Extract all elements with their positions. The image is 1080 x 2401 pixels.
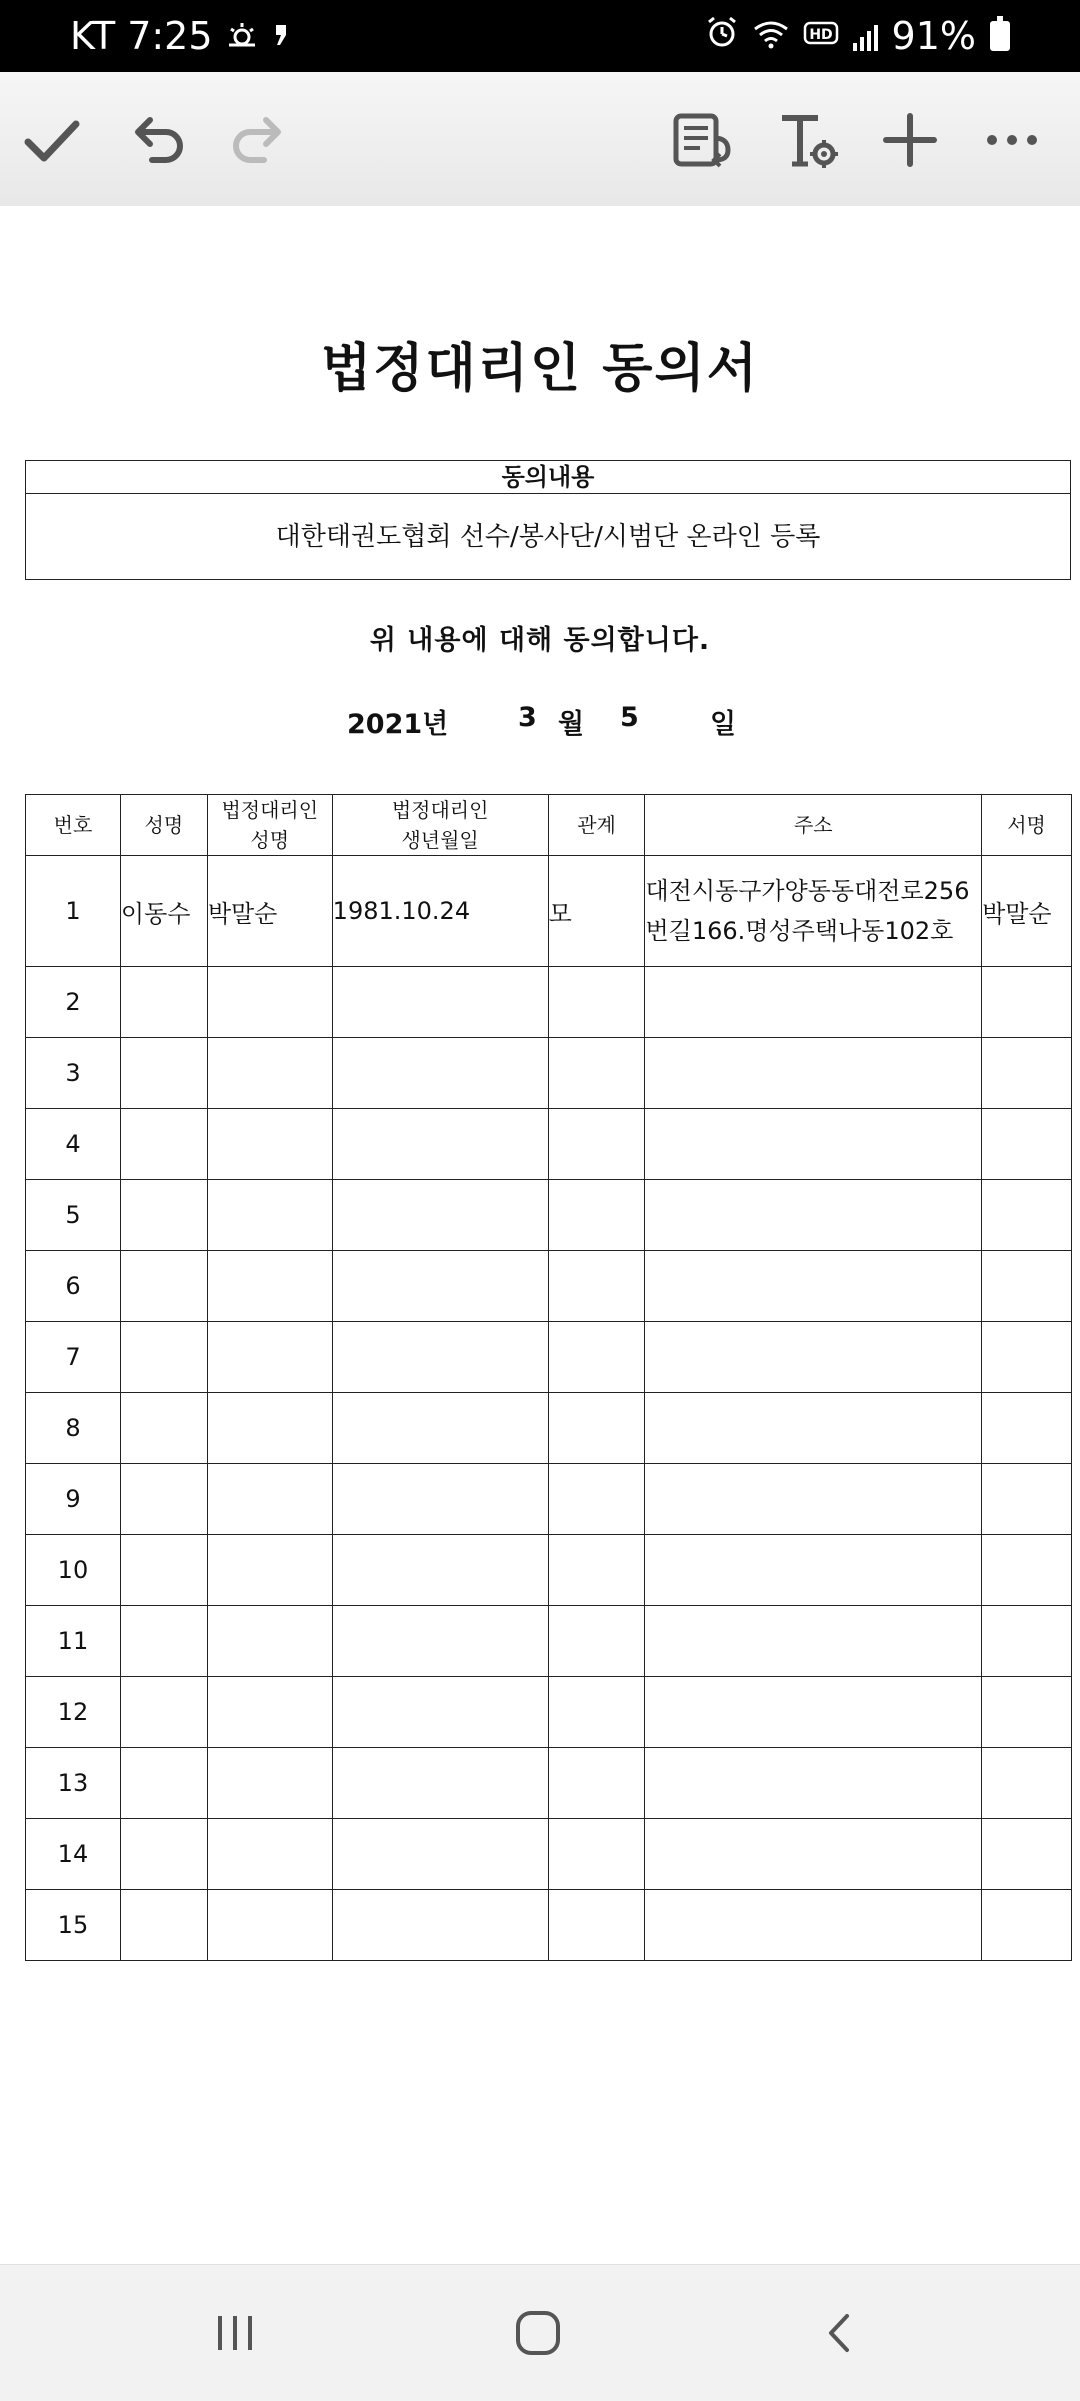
cell-number: 13: [26, 1748, 121, 1819]
cell-name: [120, 1677, 207, 1748]
cell-guardian-birth: [332, 1535, 548, 1606]
table-row: [26, 1109, 1072, 1180]
table-row: [26, 1322, 1072, 1393]
cell-guardian-birth: [332, 1464, 548, 1535]
cell-address: [645, 1819, 982, 1890]
cell-signature: [982, 1393, 1072, 1464]
cell-signature: [982, 1109, 1072, 1180]
text-format-icon[interactable]: [770, 102, 846, 178]
cell-relation: [548, 1180, 645, 1251]
editor-toolbar: [0, 72, 1080, 208]
cell-relation: [548, 1890, 645, 1961]
reflow-icon[interactable]: [664, 102, 740, 178]
cell-guardian-birth: [332, 1109, 548, 1180]
cell-relation: [548, 1393, 645, 1464]
table-row: [26, 1890, 1072, 1961]
cell-guardian-birth: [332, 1819, 548, 1890]
cell-number: 2: [26, 967, 121, 1038]
cell-number: 8: [26, 1393, 121, 1464]
cell-name: [120, 1535, 207, 1606]
cell-address: [645, 1748, 982, 1819]
cell-address: [645, 1322, 982, 1393]
cell-number: 4: [26, 1109, 121, 1180]
cell-relation: [548, 1677, 645, 1748]
cell-number: 6: [26, 1251, 121, 1322]
check-icon[interactable]: [14, 102, 90, 178]
cell-guardian-birth: [332, 1606, 548, 1677]
cell-guardian-name: [207, 1322, 332, 1393]
more-icon[interactable]: [974, 102, 1050, 178]
cell-signature: [982, 1251, 1072, 1322]
cell-relation: [548, 1038, 645, 1109]
cell-relation: [548, 1109, 645, 1180]
table-row: [26, 1535, 1072, 1606]
cell-address: [645, 1677, 982, 1748]
table-row: [26, 1251, 1072, 1322]
cell-signature: [982, 1606, 1072, 1677]
cell-relation: [548, 967, 645, 1038]
table-row: [26, 856, 1072, 967]
cell-address: [645, 1464, 982, 1535]
header-guardian-birth-line1: 법정대리인: [391, 798, 489, 822]
header-guardian-birth-line2: 생년월일: [401, 828, 479, 852]
hd-icon: [803, 14, 839, 58]
header-guardian-name-line1: 법정대리인: [221, 798, 319, 822]
cell-guardian-name: [207, 1464, 332, 1535]
status-bar-left: [70, 14, 291, 58]
cell-relation: [548, 1535, 645, 1606]
cell-signature: [982, 967, 1072, 1038]
table-body: [26, 856, 1072, 1961]
cell-guardian-birth: [332, 967, 548, 1038]
cell-name: 이동수: [120, 856, 207, 967]
cell-address: [645, 967, 982, 1038]
cell-number: 3: [26, 1038, 121, 1109]
cell-name: [120, 1038, 207, 1109]
cell-address: [645, 1109, 982, 1180]
cell-guardian-birth: [332, 1038, 548, 1109]
cell-guardian-name: [207, 1251, 332, 1322]
cell-address: 대전시동구가양동동대전로256번길166.명성주택나동102호: [645, 856, 982, 967]
document-page: [0, 206, 1080, 2264]
cell-address: [645, 1038, 982, 1109]
cell-guardian-birth: [332, 1677, 548, 1748]
cell-guardian-name: [207, 1748, 332, 1819]
cell-address: [645, 1535, 982, 1606]
status-bar: [0, 0, 1080, 72]
home-icon[interactable]: [498, 2295, 578, 2371]
cell-guardian-birth: [332, 1393, 548, 1464]
cell-number: 9: [26, 1464, 121, 1535]
time-label: 7:25: [127, 14, 213, 58]
document-title: 법정대리인 동의서: [321, 339, 759, 399]
table-row: [26, 1393, 1072, 1464]
header-address: 주소: [645, 795, 982, 856]
cell-guardian-name: [207, 1677, 332, 1748]
cell-name: [120, 1180, 207, 1251]
cell-signature: [982, 1890, 1072, 1961]
consent-header: 동의내용: [26, 461, 1070, 494]
date-year: 2021년: [347, 709, 449, 740]
cell-guardian-birth: [332, 1180, 548, 1251]
cell-guardian-birth: [332, 1322, 548, 1393]
cell-relation: [548, 1464, 645, 1535]
table-row: [26, 1180, 1072, 1251]
cell-address: [645, 1890, 982, 1961]
add-icon[interactable]: [872, 102, 948, 178]
cell-relation: [548, 1251, 645, 1322]
cell-signature: [982, 1322, 1072, 1393]
cell-name: [120, 1322, 207, 1393]
cell-name: [120, 1393, 207, 1464]
cell-number: 1: [26, 856, 121, 967]
redo-icon[interactable]: [220, 102, 296, 178]
cell-number: 11: [26, 1606, 121, 1677]
cell-signature: 박말순: [982, 856, 1072, 967]
cell-relation: [548, 1748, 645, 1819]
table-row: [26, 1038, 1072, 1109]
cell-signature: [982, 1819, 1072, 1890]
header-relation: 관계: [548, 795, 645, 856]
cell-address: [645, 1251, 982, 1322]
cell-signature: [982, 1535, 1072, 1606]
date-month: 3: [518, 702, 537, 733]
alarm-icon: [705, 14, 739, 58]
recent-apps-icon[interactable]: [195, 2295, 275, 2371]
guardian-table: [25, 794, 1072, 1961]
cell-name: [120, 1819, 207, 1890]
cell-number: 15: [26, 1890, 121, 1961]
cell-name: [120, 1890, 207, 1961]
table-row: [26, 1819, 1072, 1890]
table-row: [26, 1677, 1072, 1748]
cell-guardian-name: [207, 1535, 332, 1606]
cell-relation: [548, 1322, 645, 1393]
cell-number: 10: [26, 1535, 121, 1606]
header-guardian-birth: [332, 795, 548, 856]
header-guardian-name: [207, 795, 332, 856]
cell-guardian-birth: 1981.10.24: [332, 856, 548, 967]
consent-text: 대한태권도협회 선수/봉사단/시범단 온라인 등록: [275, 522, 821, 552]
cell-number: 14: [26, 1819, 121, 1890]
notification-icon: [271, 14, 291, 58]
wifi-icon: [753, 14, 789, 58]
agree-statement: 위 내용에 대해 동의합니다.: [369, 625, 711, 656]
cell-guardian-name: [207, 967, 332, 1038]
cell-address: [645, 1606, 982, 1677]
cell-guardian-name: [207, 1393, 332, 1464]
cell-relation: [548, 1819, 645, 1890]
battery-icon: [990, 21, 1010, 51]
cell-guardian-name: [207, 1180, 332, 1251]
cell-guardian-name: [207, 1038, 332, 1109]
back-icon[interactable]: [800, 2295, 880, 2371]
consent-box: [25, 460, 1071, 580]
cell-signature: [982, 1038, 1072, 1109]
cell-address: [645, 1180, 982, 1251]
cell-guardian-birth: [332, 1251, 548, 1322]
cell-address: [645, 1393, 982, 1464]
cell-name: [120, 1464, 207, 1535]
cell-signature: [982, 1464, 1072, 1535]
date-month-label: 월: [558, 709, 585, 740]
status-bar-right: [705, 14, 1010, 58]
cell-guardian-birth: [332, 1890, 548, 1961]
undo-icon[interactable]: [120, 102, 196, 178]
header-number: 번호: [26, 795, 121, 856]
svg-text:HD: HD: [808, 27, 833, 43]
cell-guardian-name: [207, 1109, 332, 1180]
navigation-bar: [0, 2264, 1080, 2401]
cell-guardian-name: 박말순: [207, 856, 332, 967]
signal-icon: [853, 21, 878, 51]
cell-signature: [982, 1748, 1072, 1819]
table-row: [26, 1748, 1072, 1819]
table-row: [26, 1606, 1072, 1677]
header-name: 성명: [120, 795, 207, 856]
weather-icon: [225, 14, 259, 58]
cell-guardian-name: [207, 1606, 332, 1677]
date-day-label: 일: [710, 709, 737, 740]
cell-number: 7: [26, 1322, 121, 1393]
table-row: [26, 967, 1072, 1038]
cell-number: 5: [26, 1180, 121, 1251]
cell-name: [120, 1606, 207, 1677]
cell-guardian-birth: [332, 1748, 548, 1819]
cell-guardian-name: [207, 1819, 332, 1890]
carrier-label: KT: [70, 14, 116, 58]
date-day: 5: [620, 702, 639, 733]
cell-relation: 모: [548, 856, 645, 967]
cell-number: 12: [26, 1677, 121, 1748]
cell-relation: [548, 1606, 645, 1677]
cell-name: [120, 1109, 207, 1180]
cell-name: [120, 1251, 207, 1322]
table-row: [26, 1464, 1072, 1535]
cell-guardian-name: [207, 1890, 332, 1961]
table-header-row: [26, 795, 1072, 856]
cell-signature: [982, 1180, 1072, 1251]
cell-signature: [982, 1677, 1072, 1748]
battery-percent: 91%: [891, 14, 976, 58]
header-guardian-name-line2: 성명: [250, 828, 290, 852]
header-signature: 서명: [982, 795, 1072, 856]
cell-name: [120, 1748, 207, 1819]
cell-name: [120, 967, 207, 1038]
